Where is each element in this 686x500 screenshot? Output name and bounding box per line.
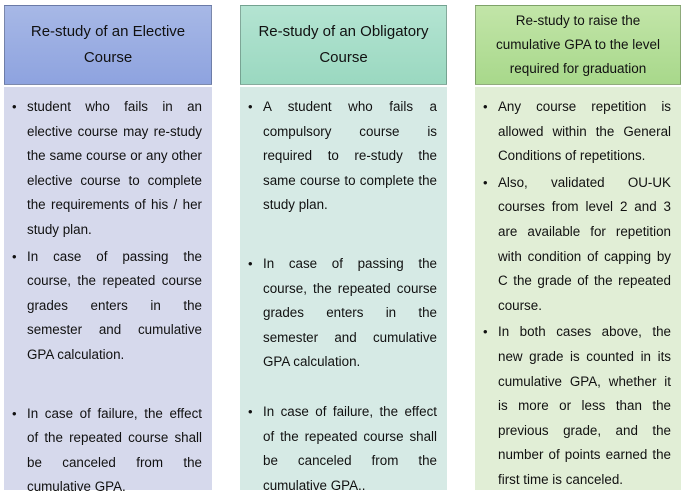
column-elective-restudy <box>4 5 212 495</box>
bullet-list <box>10 95 202 500</box>
column-obligatory-restudy <box>240 5 447 493</box>
bullet-item: • In case of passing the course, the repeated course grades enters in the semester and cumulative GPA calculation. <box>246 252 437 375</box>
column-body <box>475 87 681 490</box>
bullet-item: • Also, validated OU-UK courses from level 2 and 3 are available for repetition with condition of capping by C the grade of the repeated course. <box>481 171 671 319</box>
bullet-item: • In case of failure, the effect of the repeated course shall be canceled from the cumulative GPA.. <box>246 400 437 498</box>
bullet-item: • Any course repetition is allowed within the General Conditions of repetitions. <box>481 95 671 169</box>
bullet-item: • In case of failure, the effect of the repeated course shall be canceled from the cumulative GPA. <box>10 402 202 500</box>
column-header: Re-study of an Elective Course <box>4 5 212 85</box>
column-gpa-raise-restudy <box>475 5 681 490</box>
bullet-item: • In case of passing the course, the repeated course grades enters in the semester and cumulative GPA calculation. <box>10 245 202 368</box>
bullet-list <box>246 95 437 498</box>
column-header: Re-study of an Obligatory Course <box>240 5 447 85</box>
column-header: Re-study to raise the cumulative GPA to the level required for graduation <box>475 5 681 85</box>
column-body <box>4 87 212 495</box>
bullet-item: • In both cases above, the new grade is counted in its cumulative GPA, whether it is more or less than the previous grade, and the number of points earned the first time is canceled. <box>481 320 671 492</box>
bullet-list <box>481 95 671 493</box>
bullet-item: • student who fails in an elective course may re-study the same course or any other elective course to complete the requirements of his / her study plan. <box>10 95 202 243</box>
column-body <box>240 87 447 493</box>
bullet-item: • A student who fails a compulsory course is required to re-study the same course to complete the study plan. <box>246 95 437 218</box>
